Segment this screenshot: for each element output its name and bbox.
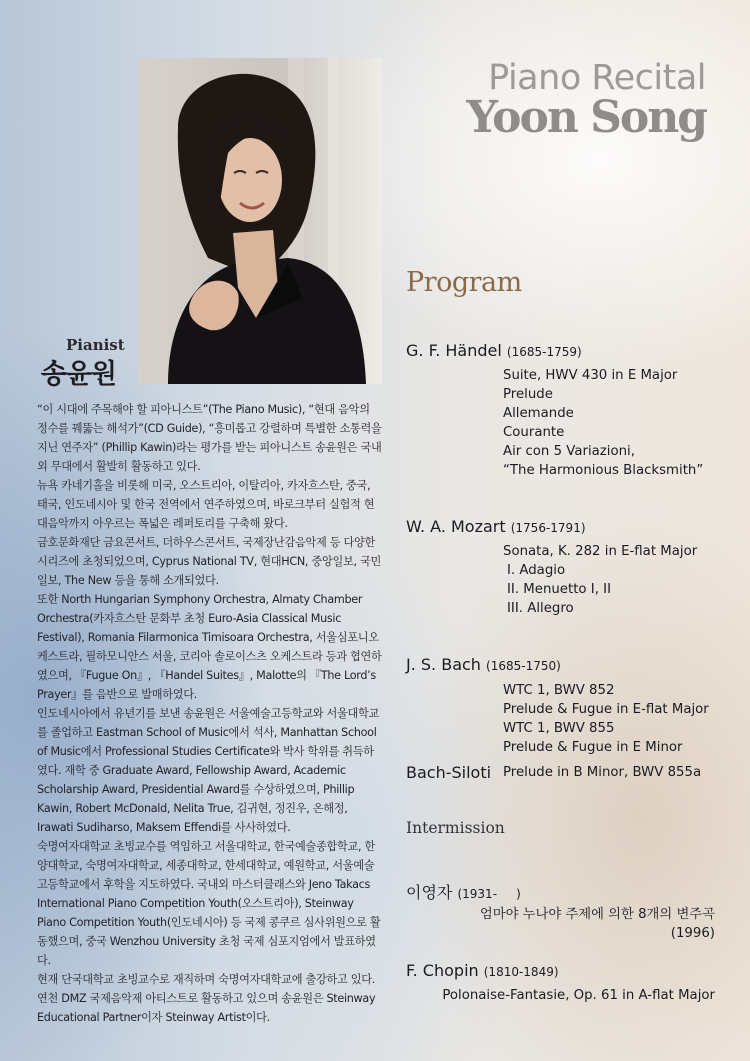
performer-title: Yoon Song: [466, 92, 706, 143]
work-title: Prelude in B Minor, BWV 855a: [503, 765, 702, 780]
bio-paragraph: 또한 North Hungarian Symphony Orchestra, Almaty Chamber Orchestra(카자흐스탄 문화부 초청 Euro-Asia Classical Music Festival), Romania Filarmonica Timisoara Orchestra, 서울심포니오케스트라, 필하모니안스 서울, 코리아 솔로이스츠 오케스트라 등과 협연하였으며, 『Fugue On』, 『Handel Suites』, Malotte의 『The Lord’s Prayer』를 음반으로 발매하였다.: [37, 593, 382, 701]
composer-name: J. S. Bach: [406, 655, 481, 674]
composer-lee: [406, 880, 521, 903]
works-mozart: [503, 542, 697, 618]
work-movement: Courante: [503, 425, 565, 440]
composer-name: G. F. Händel: [406, 341, 502, 360]
bio-paragraph: “이 시대에 주목해야 할 피아니스트”(The Piano Music), “현대 음악의 정수를 꿰뚫는 해석가”(CD Guide), “흥미롭고 강렬하며 특별한 소통력을 지닌 연주자” (Phillip Kawin)라는 평가를 받는 피아니스트 송윤원은 국내외 무대에서 활발히 활동하고 있다.: [37, 403, 382, 473]
pianist-name: 송윤원: [40, 359, 116, 390]
composer-siloti: Bach-Siloti: [406, 763, 492, 782]
work-movement: II. Menuetto I, II: [507, 582, 611, 597]
program-heading: Program: [406, 267, 522, 298]
work-title: Prelude & Fugue in E Minor: [503, 740, 683, 755]
bio-paragraph: 인도네시아에서 유년기를 보낸 송윤원은 서울예술고등학교와 서울대학교를 졸업하고 Eastman School of Music에서 석사, Manhattan School of Music에서 Professional Studies Certificate와 박사 학위를 취득하였다. 재학 중 Graduate Award, Fellowship Award, Academic Scholarship Award, Presidential Award를 수상하였으며, Phillip Kawin, Robert McDonald, Nelita True, 김귀현, 정진우, 온해정, Irawati Sudiharso, Maksem Effendi를 사사하였다.: [37, 707, 380, 834]
composer-years: (1685-1759): [506, 345, 582, 359]
works-bach: [503, 681, 709, 757]
pianist-label: Pianist: [66, 336, 125, 354]
composer-name: 이영자: [406, 883, 453, 902]
work-movement: I. Adagio: [507, 563, 566, 578]
bio-paragraph: 현재 단국대학교 초빙교수로 재직하며 숙명여자대학교에 출강하고 있다. 연천 DMZ 국제음악제 아티스트로 활동하고 있으며 송윤원은 Steinway Educational Partner이자 Steinway Artist이다.: [37, 973, 376, 1024]
pianist-photo: [138, 58, 382, 384]
work-movement: Air con 5 Variazioni,: [503, 444, 635, 459]
composer-years: (1810-1849): [483, 965, 559, 979]
recital-title: Piano Recital: [488, 58, 706, 98]
work-movement: Allemande: [503, 406, 574, 421]
works-handel: [503, 366, 703, 480]
work-title: Sonata, K. 282 in E-flat Major: [503, 544, 698, 559]
work-movement: III. Allegro: [507, 601, 574, 616]
work-title: WTC 1, BWV 852: [503, 683, 615, 698]
composer-name: F. Chopin: [406, 961, 479, 980]
work-title: 엄마야 누나야 주제에 의한 8개의 변주곡 (1996): [479, 907, 715, 941]
composer-years: (1685-1750): [486, 659, 561, 673]
work-title: Suite, HWV 430 in E Major: [503, 368, 678, 383]
intermission-label: Intermission: [406, 819, 505, 837]
composer-chopin: [406, 961, 559, 980]
work-movement: Prelude: [503, 387, 553, 402]
work-movement: “The Harmonious Blacksmith”: [503, 463, 704, 478]
bio-paragraph: 금호문화재단 금요콘서트, 더하우스콘서트, 국제장난감음악제 등 다양한 시리즈에 초청되었으며, Cyprus National TV, 현대HCN, 중앙일보, 국민일보, The New 등을 통해 소개되었다.: [37, 536, 381, 587]
composer-mozart: [406, 517, 586, 536]
composer-years: (1756-1791): [510, 521, 586, 535]
work-title: Polonaise-Fantasie, Op. 61 in A-flat Major: [442, 988, 715, 1003]
biography: [37, 400, 382, 1027]
work-title: WTC 1, BWV 855: [503, 721, 615, 736]
composer-bach: [406, 655, 561, 674]
work-title: Prelude & Fugue in E-flat Major: [503, 702, 709, 717]
composer-name: W. A. Mozart: [406, 517, 506, 536]
bio-paragraph: 숙명여자대학교 초빙교수를 역임하고 서울대학교, 한국예술종합학교, 한양대학교, 숙명여자대학교, 세종대학교, 한세대학교, 예원학교, 서울예술고등학교에서 후학을 지도하였다. 국내외 마스터클래스와 Jeno Takacs International Piano Competition Youth(오스트리아), Steinway Piano Competition Youth(인도네시아) 등 국제 콩쿠르 심사위원으로 활동했으며, 중국 Wenzhou University 초청 국제 심포지엄에서 발표하였다.: [37, 840, 381, 967]
bio-paragraph: 뉴욕 카네기홀을 비롯해 미국, 오스트리아, 이탈리아, 카자흐스탄, 중국, 태국, 인도네시아 및 한국 전역에서 연주하였으며, 바로크부터 실험적 현대음악까지 아우르는 폭넓은 레퍼토리를 구축해 왔다.: [37, 479, 375, 530]
composer-handel: [406, 341, 582, 360]
composer-years: (1931- ): [457, 887, 521, 901]
